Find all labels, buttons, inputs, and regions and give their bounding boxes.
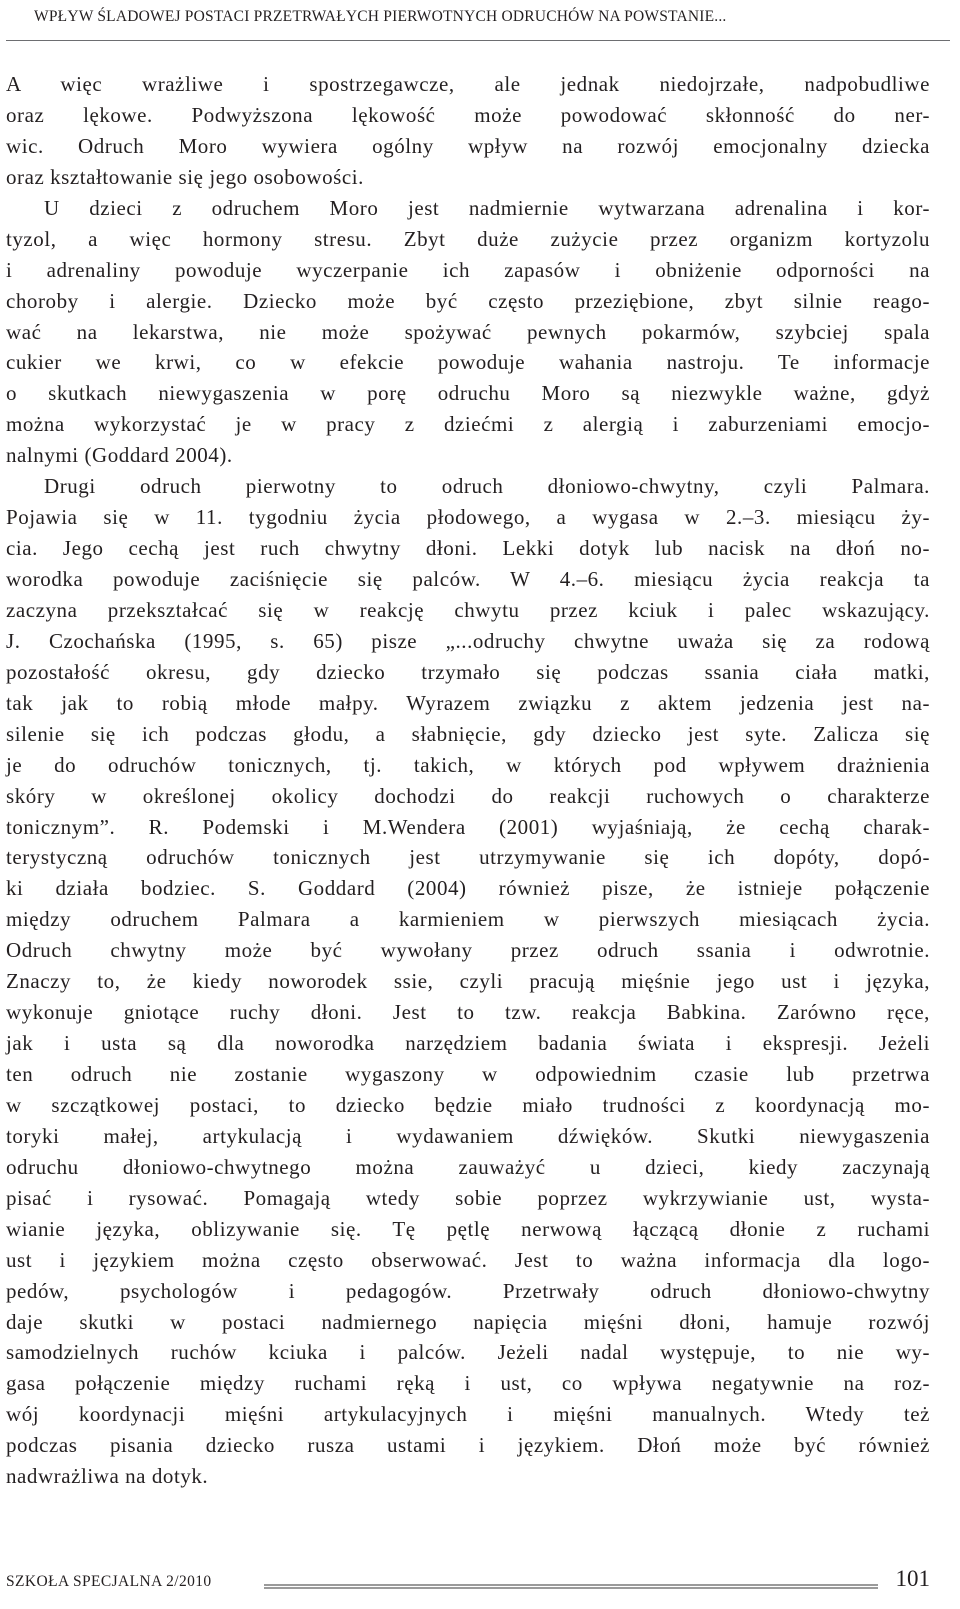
text-line: tonicznym”. R. Podemski i M.Wendera (2001) wyjaśniają, że cechą charak-	[6, 814, 930, 839]
text-line: cia. Jego cechą jest ruch chwytny dłoni. Lekki dotyk lub nacisk na dłoń no-	[6, 536, 930, 561]
text-line: tak jak to robią młode małpy. Wyrazem związku z aktem jedzenia jest na-	[6, 690, 930, 715]
text-line: cukier we krwi, co w efekcie powoduje wahania nastroju. Te informacje	[6, 350, 930, 375]
text-line: A więc wrażliwe i spostrzegawcze, ale jednak niedojrzałe, nadpobudliwe	[6, 72, 930, 96]
running-header: WPŁYW ŚLADOWEJ POSTACI PRZETRWAŁYCH PIERWOTNYCH ODRUCHÓW NA POWSTANIE...	[34, 8, 727, 25]
text-line: nadwrażliwa na dotyk.	[6, 1464, 209, 1489]
page-number: 101	[895, 1566, 930, 1591]
text-line: pozostałość okresu, gdy dziecko trzymało się podczas ssania ciała matki,	[6, 659, 930, 684]
text-line: Odruch chwytny może być wywołany przez odruch ssania i odwrotnie.	[6, 938, 930, 963]
text-line: terystyczną odruchów tonicznych jest utrzymywanie się ich dopóty, dopó-	[6, 845, 930, 870]
text-line: oraz kształtowanie się jego osobowości.	[6, 164, 364, 189]
text-line: samodzielnych ruchów kciuka i palców. Jeżeli nadal występuje, to nie wy-	[6, 1340, 930, 1365]
text-line: między odruchem Palmara a karmieniem w pierwszych miesiącach życia.	[6, 907, 930, 932]
header-rule	[6, 40, 950, 41]
text-line: jak i usta są dla noworodka narzędziem badania świata i ekspresji. Jeżeli	[6, 1031, 930, 1056]
text-line: choroby i alergie. Dziecko może być często przeziębione, zbyt silnie reago-	[6, 288, 930, 313]
text-line: Znaczy to, że kiedy noworodek ssie, czyli pracują mięśnie jego ust i języka,	[6, 969, 930, 994]
text-line: wój koordynacji mięśni artykulacyjnych i mięśni manualnych. Wtedy też	[6, 1402, 930, 1427]
text-line: i adrenaliny powoduje wyczerpanie ich zapasów i obniżenie odporności na	[6, 257, 930, 282]
text-line: wianie języka, oblizywanie się. Tę pętlę nerwową łączącą dłonie z ruchami	[6, 1216, 930, 1241]
text-line: silenie się ich podczas głodu, a słabnięcie, gdy dziecko jest syte. Zalicza się	[6, 721, 930, 746]
text-line: można wykorzystać je w pracy z dziećmi z alergią i zaburzeniami emocjo-	[6, 412, 930, 437]
article-body	[6, 69, 930, 1492]
text-line: Drugi odruch pierwotny to odruch dłoniowo-chwytny, czyli Palmara.	[44, 474, 930, 499]
text-line: je do odruchów tonicznych, tj. takich, w których pod wpływem drażnienia	[6, 752, 930, 777]
text-line: oraz lękowe. Podwyższona lękowość może powodować skłonność do ner-	[6, 102, 930, 127]
text-line: odruchu dłoniowo-chwytnego można zauważyć u dzieci, kiedy zaczynają	[6, 1154, 930, 1179]
text-line: ten odruch nie zostanie wygaszony w odpowiednim czasie lub przetrwa	[6, 1062, 930, 1086]
text-line: wać na lekarstwa, nie może spożywać pewnych pokarmów, szybciej spala	[6, 319, 930, 344]
text-line: worodka powoduje zaciśnięcie się palców. W 4.–6. miesiącu życia reakcja ta	[6, 567, 930, 591]
footer-journal-title: SZKOŁA SPECJALNA 2/2010	[6, 1573, 212, 1590]
text-line: podczas pisania dziecko rusza ustami i językiem. Dłoń może być również	[6, 1433, 930, 1458]
text-line: tyzol, a więc hormony stresu. Zbyt duże zużycie przez organizm kortyzolu	[6, 226, 930, 251]
text-line: U dzieci z odruchem Moro jest nadmiernie wytwarzana adrenalina i kor-	[44, 195, 930, 220]
text-line: toryki małej, artykulacją i wydawaniem dźwięków. Skutki niewygaszenia	[6, 1123, 930, 1148]
text-line: skóry w określonej okolicy dochodzi do reakcji ruchowych o charakterze	[6, 783, 930, 808]
text-line: Pojawia się w 11. tygodniu życia płodowego, a wygasa w 2.–3. miesiącu ży-	[6, 505, 930, 530]
text-line: nalnymi (Goddard 2004).	[6, 443, 233, 468]
footer-rule	[264, 1584, 878, 1589]
text-line: w szczątkowej postaci, to dziecko będzie miało trudności z koordynacją mo-	[6, 1092, 930, 1117]
text-line: ki działa bodziec. S. Goddard (2004) również pisze, że istnieje połączenie	[6, 876, 930, 901]
text-line: ust i językiem można często obserwować. Jest to ważna informacja dla logo-	[6, 1247, 930, 1272]
text-line: gasa połączenie między ruchami ręką i ust, co wpływa negatywnie na roz-	[6, 1371, 930, 1396]
text-line: daje skutki w postaci nadmiernego napięcia mięśni dłoni, hamuje rozwój	[6, 1309, 930, 1334]
text-line: wykonuje gniotące ruchy dłoni. Jest to tzw. reakcja Babkina. Zarówno ręce,	[6, 1000, 930, 1025]
text-line: zaczyna przekształcać się w reakcję chwytu przez kciuk i palec wskazujący.	[6, 597, 930, 622]
text-line: wic. Odruch Moro wywiera ogólny wpływ na rozwój emocjonalny dziecka	[6, 133, 930, 158]
text-line: pisać i rysować. Pomagają wtedy sobie poprzez wykrzywianie ust, wysta-	[6, 1185, 930, 1210]
text-line: J. Czochańska (1995, s. 65) pisze „...odruchy chwytne uważa się za rodową	[6, 628, 930, 653]
text-line: pedów, psychologów i pedagogów. Przetrwały odruch dłoniowo-chwytny	[6, 1278, 930, 1303]
text-line: o skutkach niewygaszenia w porę odruchu Moro są niezwykle ważne, gdyż	[6, 381, 930, 406]
